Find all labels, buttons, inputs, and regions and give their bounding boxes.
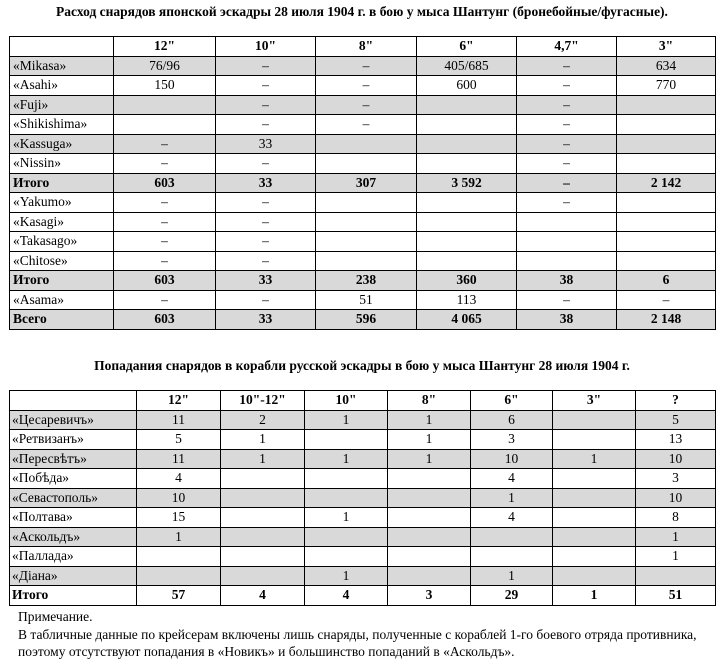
table-cell: –	[517, 56, 617, 76]
table-cell: 1	[553, 586, 636, 606]
table-cell	[417, 115, 517, 135]
table-cell	[305, 430, 388, 450]
table-cell	[316, 134, 417, 154]
total-row	[10, 586, 716, 606]
row-label: «Asahi»	[10, 76, 114, 96]
table-cell	[221, 469, 305, 489]
table-cell: –	[517, 154, 617, 174]
table-cell: –	[216, 193, 316, 213]
table-cell: 29	[471, 586, 553, 606]
table-row	[10, 449, 716, 469]
table-cell: –	[216, 290, 316, 310]
table-row	[10, 134, 716, 154]
header-row	[10, 391, 716, 411]
table-cell	[137, 566, 221, 586]
row-label: «Fuji»	[10, 95, 114, 115]
table-cell: 76/96	[114, 56, 216, 76]
table-cell	[388, 469, 471, 489]
table-cell: 113	[417, 290, 517, 310]
table-cell	[305, 527, 388, 547]
total-row	[10, 173, 716, 193]
table-cell: 405/685	[417, 56, 517, 76]
column-header: 10"	[216, 37, 316, 57]
table-cell: 603	[114, 271, 216, 291]
table-cell	[417, 95, 517, 115]
table-cell	[553, 566, 636, 586]
hits-table	[9, 390, 716, 606]
table-cell: 634	[617, 56, 716, 76]
table-cell: –	[216, 95, 316, 115]
table-cell: 770	[617, 76, 716, 96]
table-cell: 596	[316, 310, 417, 330]
table-cell: –	[517, 290, 617, 310]
table-cell: –	[316, 115, 417, 135]
table-cell	[517, 212, 617, 232]
table-cell	[316, 193, 417, 213]
table-cell: 10	[636, 488, 716, 508]
table-cell: 3	[636, 469, 716, 489]
table-cell: –	[517, 76, 617, 96]
row-label: Итого	[10, 586, 137, 606]
table-cell: 51	[316, 290, 417, 310]
column-header: 3"	[553, 391, 636, 411]
column-header	[10, 391, 137, 411]
table-cell	[417, 193, 517, 213]
table-row	[10, 290, 716, 310]
table-cell	[221, 527, 305, 547]
column-header: 6"	[471, 391, 553, 411]
table-cell	[553, 488, 636, 508]
table-cell: 2 148	[617, 310, 716, 330]
table-cell: 6	[471, 410, 553, 430]
table-row	[10, 56, 716, 76]
table-cell	[617, 212, 716, 232]
column-header: 12"	[114, 37, 216, 57]
row-label: «Севастополь»	[10, 488, 137, 508]
row-label: «Пересвѣтъ»	[10, 449, 137, 469]
table-cell: 10	[471, 449, 553, 469]
table-cell	[471, 547, 553, 567]
table-cell: 1	[636, 547, 716, 567]
table-cell: –	[517, 173, 617, 193]
table-cell	[417, 232, 517, 252]
row-label: Итого	[10, 271, 114, 291]
table-cell: 1	[471, 488, 553, 508]
table-cell	[388, 508, 471, 528]
table-row	[10, 154, 716, 174]
table-cell: 11	[137, 449, 221, 469]
row-label: «Діана»	[10, 566, 137, 586]
row-label: Всего	[10, 310, 114, 330]
table-cell: –	[114, 212, 216, 232]
table-cell: –	[216, 154, 316, 174]
table-cell	[417, 251, 517, 271]
table-cell: 1	[388, 430, 471, 450]
table-cell: 33	[216, 310, 316, 330]
table-cell	[388, 527, 471, 547]
table-cell	[553, 469, 636, 489]
table-cell	[517, 232, 617, 252]
row-label: «Kassuga»	[10, 134, 114, 154]
table-cell	[471, 527, 553, 547]
row-label: «Цесаревичъ»	[10, 410, 137, 430]
ammunition-expenditure-table	[9, 36, 716, 330]
table-cell: –	[114, 290, 216, 310]
table-cell: 150	[114, 76, 216, 96]
note-text: В табличные данные по крейсерам включены лишь снаряды, полученные с кораблей 1-го боевого отряда противника, поэтому отсутствуют попадания в «Новикъ» и большинство попаданий в «Аскольдъ».	[18, 626, 697, 659]
table-cell	[316, 251, 417, 271]
table-cell	[553, 527, 636, 547]
note-heading: Примечание.	[18, 609, 93, 624]
table-cell: –	[216, 232, 316, 252]
row-label: «Mikasa»	[10, 56, 114, 76]
column-header: 3"	[617, 37, 716, 57]
column-header: 10"-12"	[221, 391, 305, 411]
table-cell: 1	[553, 449, 636, 469]
table-cell: –	[517, 115, 617, 135]
table-row	[10, 212, 716, 232]
table-cell	[316, 154, 417, 174]
column-header: 8"	[388, 391, 471, 411]
table-cell: 603	[114, 173, 216, 193]
table-cell	[553, 547, 636, 567]
table-cell: 1	[305, 566, 388, 586]
table-cell: –	[216, 56, 316, 76]
table-cell: 1	[305, 508, 388, 528]
table-cell	[617, 232, 716, 252]
table-cell: 33	[216, 134, 316, 154]
row-label: «Kasagi»	[10, 212, 114, 232]
table-cell: 307	[316, 173, 417, 193]
table-cell: 2	[221, 410, 305, 430]
table-cell: –	[517, 95, 617, 115]
table-cell: 4 065	[417, 310, 517, 330]
table-cell: 1	[471, 566, 553, 586]
table-cell	[417, 212, 517, 232]
table-cell: 600	[417, 76, 517, 96]
row-label: «Nissin»	[10, 154, 114, 174]
column-header: 6"	[417, 37, 517, 57]
row-label: «Побѣда»	[10, 469, 137, 489]
table-cell: 4	[305, 586, 388, 606]
table-cell: 3 592	[417, 173, 517, 193]
table-cell: 1	[388, 449, 471, 469]
row-label: «Takasago»	[10, 232, 114, 252]
row-label: «Chitose»	[10, 251, 114, 271]
table-cell: 1	[305, 410, 388, 430]
table-row	[10, 469, 716, 489]
table-row	[10, 527, 716, 547]
table-cell	[114, 95, 216, 115]
table-cell: 1	[636, 527, 716, 547]
table-cell: –	[114, 232, 216, 252]
table-cell	[617, 134, 716, 154]
table-cell: 38	[517, 271, 617, 291]
table-cell: 33	[216, 271, 316, 291]
table-cell: –	[316, 56, 417, 76]
table-cell	[617, 115, 716, 135]
table-row	[10, 488, 716, 508]
table-cell: 1	[305, 449, 388, 469]
table-cell: –	[216, 115, 316, 135]
table-cell: 5	[636, 410, 716, 430]
table2-title: Попадания снарядов в корабли русской эскадры в бою у мыса Шантунг 28 июля 1904 г.	[94, 358, 630, 373]
table-cell	[553, 430, 636, 450]
table-cell	[417, 154, 517, 174]
table-cell: 238	[316, 271, 417, 291]
table-cell	[617, 251, 716, 271]
table-cell	[617, 95, 716, 115]
table-cell: 4	[471, 508, 553, 528]
table-row	[10, 115, 716, 135]
table-cell	[388, 488, 471, 508]
table-cell	[617, 154, 716, 174]
table-row	[10, 547, 716, 567]
table-cell: 8	[636, 508, 716, 528]
note	[18, 608, 718, 661]
table-cell: –	[517, 193, 617, 213]
table-cell	[617, 193, 716, 213]
table-cell: 11	[137, 410, 221, 430]
column-header: ?	[636, 391, 716, 411]
table-cell: 10	[137, 488, 221, 508]
row-label: Итого	[10, 173, 114, 193]
row-label: «Yakumo»	[10, 193, 114, 213]
row-label: «Паллада»	[10, 547, 137, 567]
table-cell: 51	[636, 586, 716, 606]
table-cell	[553, 410, 636, 430]
table-cell	[316, 232, 417, 252]
table-cell: 57	[137, 586, 221, 606]
table-cell: –	[617, 290, 716, 310]
row-label: «Asama»	[10, 290, 114, 310]
table-cell: –	[114, 134, 216, 154]
table-cell	[305, 469, 388, 489]
table-row	[10, 566, 716, 586]
table-row	[10, 76, 716, 96]
table-row	[10, 251, 716, 271]
column-header: 8"	[316, 37, 417, 57]
table-cell: 1	[221, 430, 305, 450]
table-cell: 4	[471, 469, 553, 489]
table-row	[10, 193, 716, 213]
column-header: 12"	[137, 391, 221, 411]
table-cell: 2 142	[617, 173, 716, 193]
table-cell: –	[517, 134, 617, 154]
table-cell: 1	[137, 527, 221, 547]
table-cell: –	[114, 251, 216, 271]
table-cell	[517, 251, 617, 271]
table-cell: –	[216, 76, 316, 96]
table1-title: Расход снарядов японской эскадры 28 июля 1904 г. в бою у мыса Шантунг (бронебойные/фугасные).	[56, 4, 668, 19]
table-cell	[388, 566, 471, 586]
table-cell	[221, 488, 305, 508]
table-cell	[388, 547, 471, 567]
table-cell: 1	[388, 410, 471, 430]
table-cell: 5	[137, 430, 221, 450]
table-row	[10, 232, 716, 252]
table-cell	[316, 212, 417, 232]
total-row	[10, 310, 716, 330]
table-cell: –	[316, 95, 417, 115]
table-cell: 3	[471, 430, 553, 450]
table-cell	[305, 488, 388, 508]
table-cell	[221, 547, 305, 567]
table-cell	[553, 508, 636, 528]
table-cell	[221, 566, 305, 586]
column-header	[10, 37, 114, 57]
table-cell	[114, 115, 216, 135]
table-cell	[221, 508, 305, 528]
column-header: 10"	[305, 391, 388, 411]
table-cell: 3	[388, 586, 471, 606]
table-cell: –	[216, 212, 316, 232]
table-cell: –	[114, 193, 216, 213]
table-cell	[137, 547, 221, 567]
table-row	[10, 410, 716, 430]
table-cell: 13	[636, 430, 716, 450]
table-cell	[636, 566, 716, 586]
table-cell: –	[114, 154, 216, 174]
table-cell: 38	[517, 310, 617, 330]
table-cell: 33	[216, 173, 316, 193]
table-cell: 10	[636, 449, 716, 469]
table-row	[10, 95, 716, 115]
row-label: «Ретвизанъ»	[10, 430, 137, 450]
table-cell: 1	[221, 449, 305, 469]
row-label: «Shikishima»	[10, 115, 114, 135]
header-row	[10, 37, 716, 57]
total-row	[10, 271, 716, 291]
table-cell: 4	[221, 586, 305, 606]
table-cell: 360	[417, 271, 517, 291]
table-cell	[417, 134, 517, 154]
table-cell: 603	[114, 310, 216, 330]
table-cell: –	[316, 76, 417, 96]
table-row	[10, 430, 716, 450]
table-cell	[305, 547, 388, 567]
table-row	[10, 508, 716, 528]
table-cell: 6	[617, 271, 716, 291]
row-label: «Аскольдъ»	[10, 527, 137, 547]
column-header: 4,7"	[517, 37, 617, 57]
table-cell: –	[216, 251, 316, 271]
table-cell: 4	[137, 469, 221, 489]
row-label: «Полтава»	[10, 508, 137, 528]
table-cell: 15	[137, 508, 221, 528]
